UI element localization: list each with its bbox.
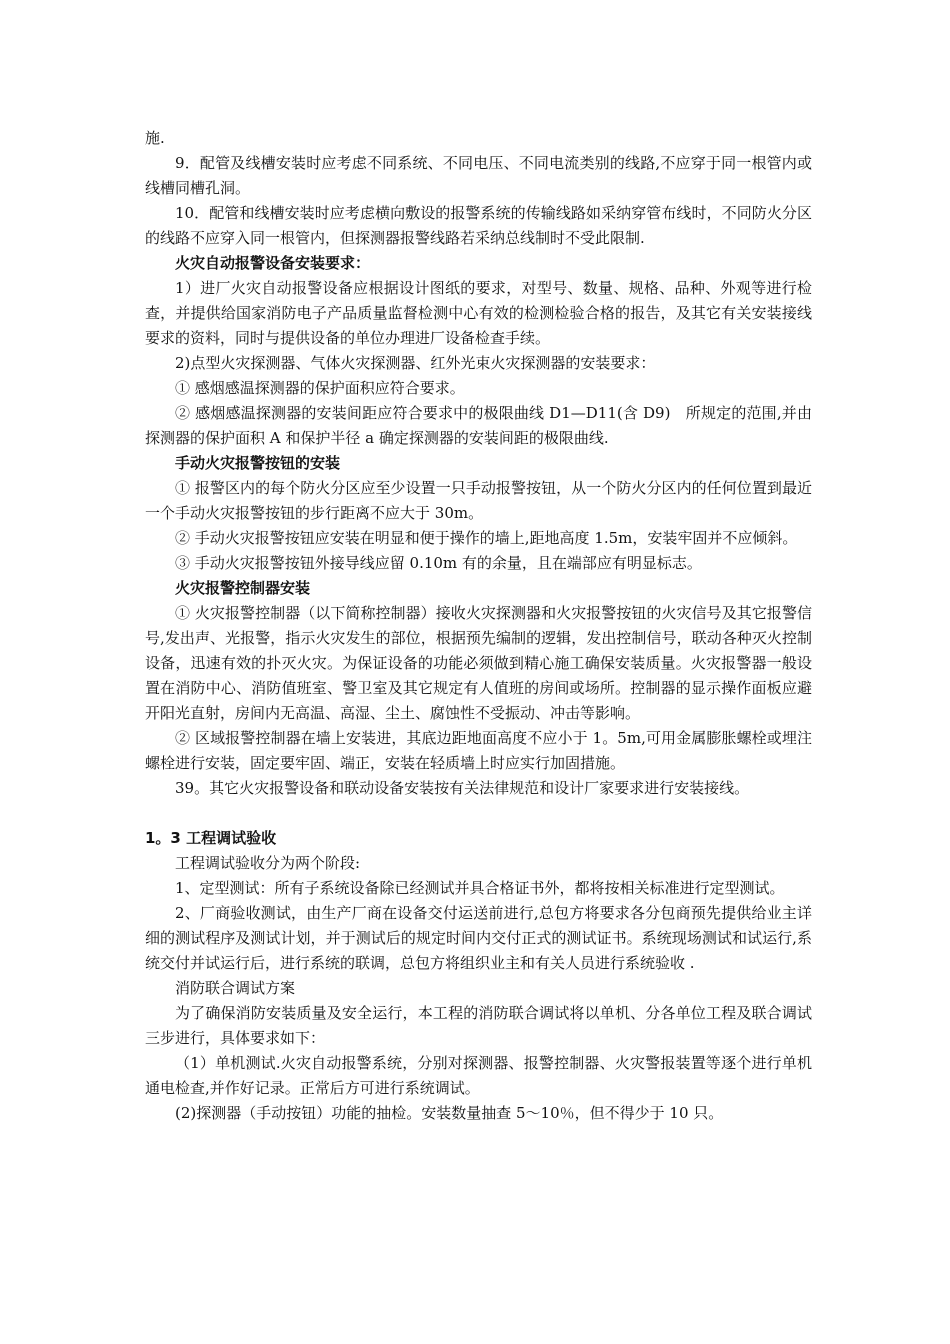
section-heading: 火灾自动报警设备安装要求：	[175, 254, 371, 272]
paragraph: 工程调试验收分为两个阶段:	[175, 854, 361, 872]
paragraph: 为了确保消防安装质量及安全运行，本工程的消防联合调试将以单机、分各单位工程及联合调试三步进行，具体要求如下：	[145, 1004, 812, 1047]
section-heading: 火灾报警控制器安装	[175, 579, 311, 597]
list-item: ① 报警区内的每个防火分区应至少设置一只手动报警按钮，从一个防火分区内的任何位置到最近一个手动火灾报警按钮的步行距离不应大于 30m。	[145, 479, 812, 522]
list-item: ① 感烟感温探测器的保护面积应符合要求。	[175, 379, 465, 397]
spacer	[145, 801, 812, 826]
list-item: 2、厂商验收测试，由生产厂商在设备交付运送前进行,总包方将要求各分包商预先提供给业主详细的测试程序及测试计划，并于测试后的规定时间内交付正式的测试证书。系统现场测试和试运行,系统交付并试运行后，进行系统的联调，总包方将组织业主和有关人员进行系统验收 .	[145, 904, 812, 972]
document-body	[145, 126, 812, 1126]
list-item: 1、定型测试：所有子系统设备除已经测试并具合格证书外，都将按相关标准进行定型测试。	[175, 879, 785, 897]
list-item: ② 感烟感温探测器的安装间距应符合要求中的极限曲线 D1—D11(含 D9) 所规定的范围,并由探测器的保护面积 A 和保护半径 a 确定探测器的安装间距的极限曲线.	[145, 404, 812, 447]
list-item: ② 区域报警控制器在墙上安装进，其底边距地面高度不应小于 1。5m,可用金属膨胀螺栓或埋注螺栓进行安装，固定要牢固、端正，安装在轻质墙上时应实行加固措施。	[145, 729, 812, 772]
paragraph: 9．配管及线槽安装时应考虑不同系统、不同电压、不同电流类别的线路,不应穿于同一根管内或线槽同槽孔洞。	[145, 154, 812, 197]
section-heading: 手动火灾报警按钮的安装	[175, 454, 341, 472]
list-item: ③ 手动火灾报警按钮外接导线应留 0.10m 有的余量，且在端部应有明显标志。	[175, 554, 702, 572]
paragraph: 施.	[145, 129, 165, 147]
section-title: 1。3 工程调试验收	[145, 829, 277, 847]
list-item: ① 火灾报警控制器（以下简称控制器）接收火灾探测器和火灾报警按钮的火灾信号及其它报警信号,发出声、光报警，指示火灾发生的部位，根据预先编制的逻辑，发出控制信号，联动各种灭火控制设备，迅速有效的扑灭火灾。为保证设备的功能必须做到精心施工确保安装质量。火灾报警器一般设置在消防中心、消防值班室、警卫室及其它规定有人值班的房间或场所。控制器的显示操作面板应避开阳光直射，房间内无高温、高湿、尘土、腐蚀性不受振动、冲击等影响。	[145, 604, 812, 722]
list-item: 39。其它火灾报警设备和联动设备安装按有关法律规范和设计厂家要求进行安装接线。	[175, 779, 750, 797]
list-item: (2)探测器（手动按钮）功能的抽检。安装数量抽查 5～10％，但不得少于 10 只。	[175, 1104, 724, 1122]
list-item: ② 手动火灾报警按钮应安装在明显和便于操作的墙上,距地高度 1.5m，安装牢固并不应倾斜。	[175, 529, 798, 547]
paragraph: 10．配管和线槽安装时应考虑横向敷设的报警系统的传输线路如采纳穿管布线时，不同防火分区的线路不应穿入同一根管内，但探测器报警线路若采纳总线制时不受此限制.	[145, 204, 812, 247]
subheading: 消防联合调试方案	[175, 979, 296, 997]
list-item: 1）进厂火灾自动报警设备应根据设计图纸的要求，对型号、数量、规格、品种、外观等进行检查，并提供给国家消防电子产品质量监督检测中心有效的检测检验合格的报告，及其它有关安装接线要求的资料，同时与提供设备的单位办理进厂设备检查手续。	[145, 279, 812, 347]
list-item: 2)点型火灾探测器、气体火灾探测器、红外光束火灾探测器的安装要求：	[175, 354, 656, 372]
list-item: （1）单机测试.火灾自动报警系统，分别对探测器、报警控制器、火灾警报装置等逐个进行单机通电检查,并作好记录。正常后方可进行系统调试。	[145, 1054, 812, 1097]
